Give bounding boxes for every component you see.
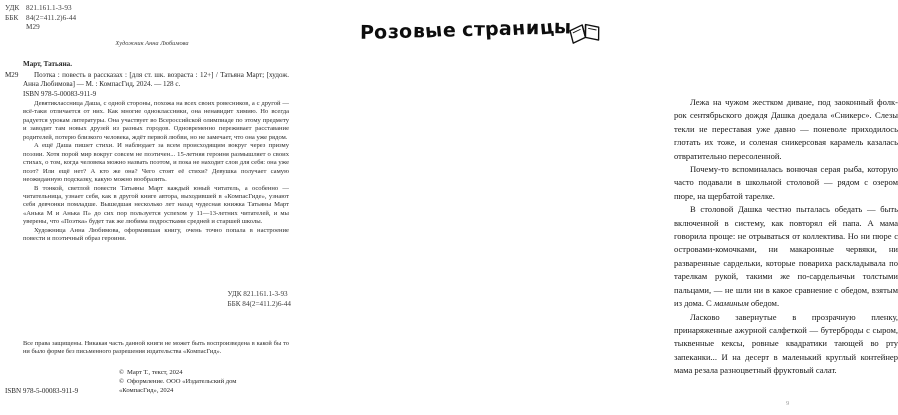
copyright-text: «КомпасГид», 2024 <box>119 387 174 395</box>
title-letter: и <box>525 17 540 40</box>
title-letter: с <box>461 18 475 42</box>
title-letter: р <box>484 17 500 41</box>
cip-description: Поэтка : повесть в рассказах : [для ст. шк. возраста : 12+] / Татьяна Март; [худож. Анна Любимова] — М. : КомпасГид, 2024. — 128 с. <box>23 70 289 89</box>
title-letter: о <box>398 20 414 44</box>
title-letter: а <box>498 17 513 41</box>
title-letter: Р <box>359 21 375 44</box>
copyright-symbol-icon: © <box>119 369 125 376</box>
copyright-page <box>0 0 318 415</box>
cip-author: Март, Татьяна. <box>23 60 72 68</box>
title-letter: е <box>442 19 457 42</box>
udk-row <box>5 4 76 14</box>
annotation-paragraph: В тонкой, светлой повести Татьяны Март каждый юный читатель, а особенно — читательница, узнает себя, как в другой книге автора, выходившей в «КомпасГиде», узнают себя девчонки помладше. Вышедшая несколько лет назад чудесная книжка Татьяны Март «Анька М и Анька П» до сих пор пользуется успехом у 11—13-летних читателей, и мы уверены, что «Поэтка» будет так же любима подростками средней и старшей школы. <box>23 184 289 226</box>
bbk-row <box>5 14 76 24</box>
copyright-line <box>119 377 236 386</box>
copyright-symbol-icon: © <box>119 378 125 386</box>
title-letter: ы <box>553 16 572 39</box>
cip-isbn: ISBN 978-5-00083-911-9 <box>23 89 97 98</box>
udk-value: 821.161.1-3-93 <box>26 4 72 12</box>
bbk-repeat: ББК 84(2=411.2)6-44 <box>227 299 291 308</box>
story-paragraph: Почему-то вспоминалась вонючая серая рыба, которую часто подавали в школьной столовой — рядом с озером пюре, на щербатой тарелке. <box>674 164 898 201</box>
chapter-page <box>318 0 898 415</box>
annotation-paragraph: Девятиклассница Даша, с одной стороны, похожа на всех своих ровесников, а с другой — всё-таки отличается от них. Как многие одноклассники, она ненавидит химию. Но всегда радуется урокам литературы. Она участвует во Всероссийской олимпиаде по этому предмету и заводит там новых друзей из разных городов. Одновременно переживает расставание родителей, потерю близкого человека, ждёт первой любви, но не замечает, что она уже рядом. <box>23 100 289 141</box>
title-letter: н <box>511 17 527 41</box>
chapter-header <box>360 8 590 54</box>
story-paragraph: В столовой Дашка честно пыталась обедать — быть включенной в систему, как повторял ей папа. А мама говорила проще: не отрываться от коллектива. Но ни пюре с островами-комочками, ни макаронные червяки, ни разваренные сардельки, которые повариха раскладывала по тарелкам рукой, такими же по-сардельичьи толстыми пальцами, — не шли ни в какое сравнение с обедом, взятым из дома. С маминым обедом. <box>674 204 898 309</box>
story-paragraph: Ласково завернутые в прозрачную пленку, принаряженные ажурной салфеткой — бутерброды с сыром, тыквенные кексы, ровные квадратики тающей во рту запеканки... И на десерт в маленький круглый контейнер мама резала разноцветный фруктовый салат. <box>674 311 898 376</box>
artist-credit: Художник Анна Любимова <box>115 40 189 47</box>
author-mark: М29 <box>26 23 40 32</box>
rights-notice: Все права защищены. Никакая часть данной книги не может быть воспроизведена в какой бы то ни было форме без письменного разрешения издательства «КомпасГид». <box>23 340 289 356</box>
cip-block <box>23 60 289 99</box>
classification-codes-repeat <box>227 290 291 309</box>
story-paragraph: Лежа на чужом жестком диване, под заоконный фолк-рок сентябрьского дождя Дашка доедала «Сникерс». Слезы текли не переставая уже давно — поневоле приходилось глотать их тоже, и соленая сникерсовая карамель казалась отвратительно пересоленной. <box>674 97 898 161</box>
title-letter: ы <box>424 19 444 43</box>
copyright-block <box>119 368 236 396</box>
udk-label: УДК <box>5 4 20 12</box>
copyright-text: Оформление. ООО «Издательский дом <box>127 378 237 386</box>
title-letter: т <box>473 18 486 41</box>
bbk-label: ББК <box>5 13 19 22</box>
page-number: 9 <box>786 400 790 407</box>
copyright-line <box>119 386 236 395</box>
chapter-title <box>360 16 572 44</box>
title-letter: о <box>373 20 389 44</box>
isbn-footer: ISBN 978-5-00083-911-9 <box>5 387 79 395</box>
title-letter: з <box>387 20 400 44</box>
bbk-value: 84(2=411.2)6-44 <box>26 13 77 22</box>
udk-repeat: УДК 821.161.1-3-93 <box>227 290 288 298</box>
annotation-paragraph: А ещё Даша пишет стихи. И наблюдает за всем происходящим вокруг через призму поэзии. Хотя порой мир вокруг совсем не поэтичен... 15-летняя героиня размышляет о своих стихах, о том, когда человека можно назвать поэтом, и пока не находит слов для себя: она уже поэт? Или ещё нет? А кто же она? Чего стоят её стихи? Девушка получает самую неожиданную подсказку, какую можно вообразить. <box>23 142 289 184</box>
annotation-block <box>23 100 289 244</box>
annotation-paragraph: Художница Анна Любимова, оформившая книгу, очень точно попала в настроение повести и поэтичный образ героини. <box>23 226 289 243</box>
title-letter: в <box>412 20 426 43</box>
cip-shelf-mark: М29 <box>5 71 19 79</box>
title-letter: ц <box>538 16 556 40</box>
open-book-icon <box>567 19 604 49</box>
copyright-line <box>119 368 236 377</box>
classification-codes-block <box>5 4 76 33</box>
emphasised-word: маминым <box>713 298 749 309</box>
chapter-body <box>674 96 898 378</box>
copyright-text: Март Т., текст, 2024 <box>127 369 183 376</box>
